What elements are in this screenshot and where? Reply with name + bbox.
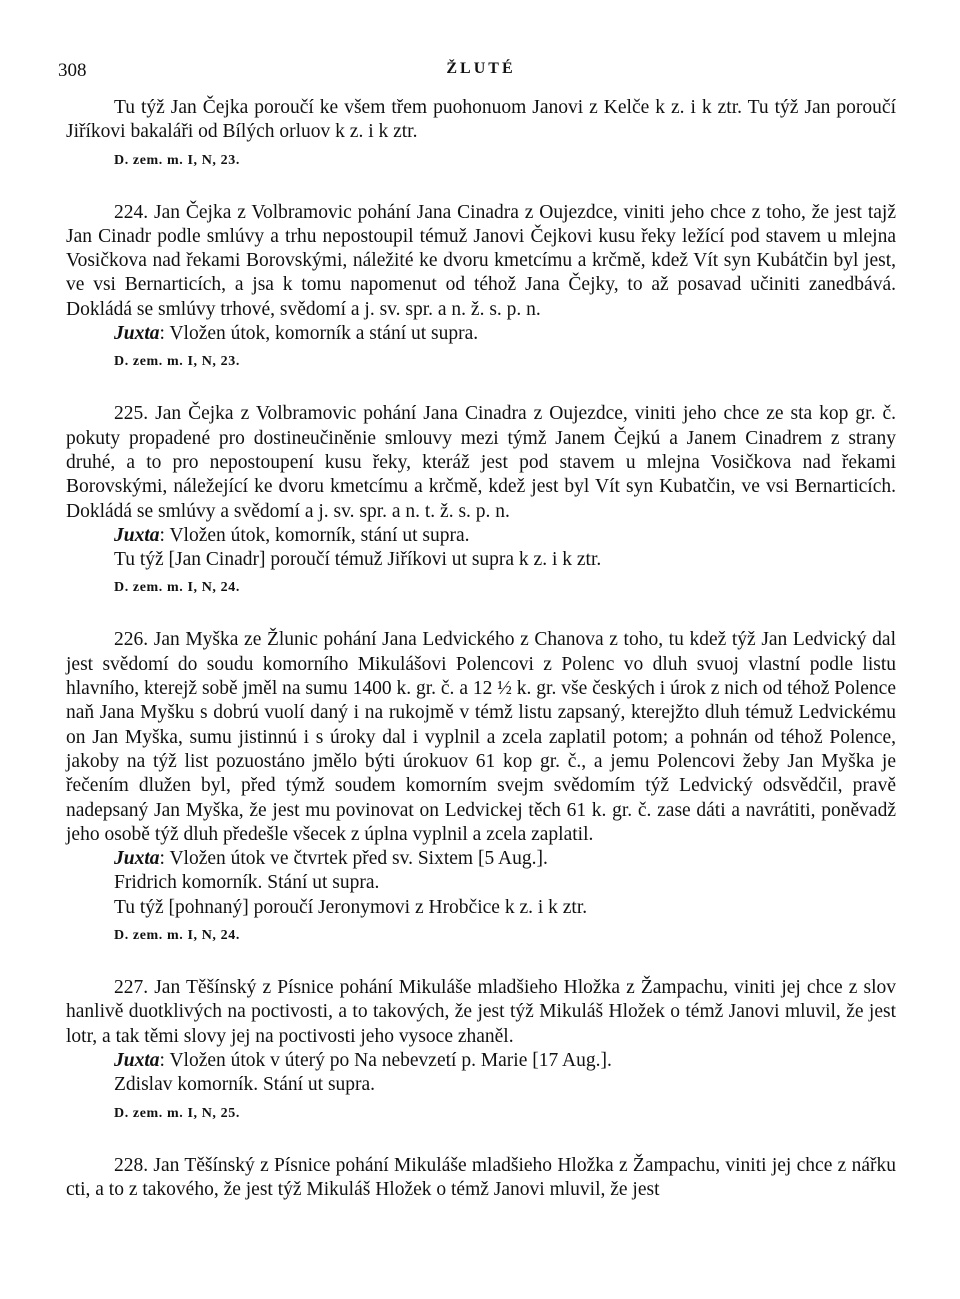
source-citation: D. zem. m. I, N, 24. bbox=[114, 928, 240, 944]
source-citation: D. zem. m. I, N, 23. bbox=[114, 152, 240, 168]
entry-224 bbox=[66, 201, 896, 373]
entry-paragraph: 226. Jan Myška ze Žlunic pohání Jana Ledvického z Chanova z toho, tu kdež týž Jan Ledvický dal jest svědomí do soudu komorního Mikulášovi Polencovi z Polenc vo dluh svuoj vlastní podle listu hlavního, kterejž sobě jměl na sumu 1400 k. gr. č. a 12 ½ k. gr. vše českých i úrok z nich od téhož Polence naň Jana Myšku s dobrú vuolí daný i na rukojmě v témž listu zapsaný, kterejžto dluh témuž Ledvickému on Jan Myška, sumu jistinnú i s úroky dal i vyplnil a zcela zaplatil potom; a pohnán od téhož Polence, jakoby na týž list pozuostáno jmělo býti úrokuov 61 kop gr. č., a jemu Polencovi žeby Jan Myška je řečením dlužen byl, před týmž soudem komorním svejm svědomím týž Ledvický odsvědčil, pravě nadepsaný Jan Myška, že jest mu povinovat on Ledvickej těch 61 k. gr. č. zase dáti a navrátiti, poněvadž jeho osobě týž dluh předešle všecek z úplna vyplnil a zcela zaplatil. bbox=[66, 629, 896, 845]
note-line: Tu týž [Jan Cinadr] poroučí témuž Jiříkovi ut supra k z. i k ztr. bbox=[114, 549, 602, 571]
entry-228 bbox=[66, 1154, 896, 1203]
juxta-text: : Vložen útok ve čtvrtek před sv. Sixtem [5 Aug.]. bbox=[159, 848, 548, 870]
juxta-line bbox=[66, 1049, 896, 1073]
page-number: 308 bbox=[58, 60, 87, 81]
entry-paragraph: 224. Jan Čejka z Volbramovic pohání Jana Cinadra z Oujezdce, viniti jeho chce z toho, že jest tajž Jan Cinadr podle smlúvy a trhu nepostoupil témuž Janovi Čejkovi kusu řeky ležící pod stavem u mlejna Vosičkova nad řekami Borovskými, náležité ke dvoru kmetcímu a krčmě, kdež Vít syn Kubátčin byl jest, ve vsi Bernarticích, a jsa k tomu napomenut od téhož Jana Čejky, to až posavad učiniti zanedbává. Dokládá se smlúvy trhové, svědomí a j. sv. spr. a n. ž. s. p. n. bbox=[66, 201, 896, 320]
source-citation: D. zem. m. I, N, 24. bbox=[114, 580, 240, 596]
juxta-label: Juxta bbox=[114, 848, 160, 870]
source-citation: D. zem. m. I, N, 25. bbox=[114, 1105, 240, 1121]
juxta-label: Juxta bbox=[114, 524, 160, 546]
juxta-text: : Vložen útok, komorník a stání ut supra. bbox=[159, 323, 479, 345]
note-line: Tu týž [pohnaný] poroučí Jeronymovi z Hrobčice k z. i k ztr. bbox=[114, 896, 588, 918]
juxta-text: : Vložen útok v úterý po Na nebevzetí p. Marie [17 Aug.]. bbox=[159, 1049, 612, 1071]
entry-225 bbox=[66, 402, 896, 598]
page-header bbox=[58, 52, 896, 92]
entry-paragraph: 225. Jan Čejka z Volbramovic pohání Jana Cinadra z Oujezdce, viniti jeho chce ze sta kop gr. č. pokuty propadené pro dostineučiněnie smlouvy mezi týmž Janem Čejkú a Janem Cinadrem z strany druhé, a to pro nepostoupení kusu řeky, kteráž jest pod stavem u mlejna Vosičkova nad řekami Borovskými, náležející ke dvoru kmetcímu a krčmě, kdež jest byl Vít syn Kubatčin, ve vsi Bernarticích. Dokládá se smlúvy a svědomí a j. sv. spr. a n. t. ž. s. p. n. bbox=[66, 403, 896, 522]
document-page bbox=[58, 52, 896, 1202]
juxta-line bbox=[66, 524, 896, 548]
note-line: Fridrich komorník. Stání ut supra. bbox=[114, 872, 380, 894]
entry-paragraph: 228. Jan Těšínský z Písnice pohání Mikuláše mladšieho Hložka z Žampachu, viniti jej chce z nářku cti, a to z takového, že jest týž Mikuláš Hložek o témž Janovi mluvil, že jest bbox=[66, 1154, 896, 1200]
juxta-line bbox=[66, 322, 896, 346]
source-citation: D. zem. m. I, N, 23. bbox=[114, 354, 240, 370]
juxta-text: : Vložen útok, komorník, stání ut supra. bbox=[159, 524, 470, 546]
intro-entry bbox=[66, 96, 896, 171]
note-line: Zdislav komorník. Stání ut supra. bbox=[114, 1074, 376, 1096]
juxta-label: Juxta bbox=[114, 323, 160, 345]
entry-227 bbox=[66, 976, 896, 1123]
intro-paragraph: Tu týž Jan Čejka poroučí ke všem třem puohonuom Janovi z Kelče k z. i k ztr. Tu týž Jan poroučí Jiříkovi bakaláři od Bílých orluov k z. i k ztr. bbox=[66, 97, 896, 143]
entry-226 bbox=[66, 628, 896, 946]
entry-paragraph: 227. Jan Těšínský z Písnice pohání Mikuláše mladšieho Hložka z Žampachu, viniti jej chce z slov hanlivě duotklivých na poctivosti, a to takových, že jest týž Mikuláš Hložek o témž Janovi mluvil, že jest lotr, a tak těmi slovy jej na poctivosti jeho vysoce zhaněl. bbox=[66, 977, 896, 1047]
juxta-label: Juxta bbox=[114, 1049, 160, 1071]
running-head: ŽLUTÉ bbox=[446, 60, 516, 77]
juxta-line bbox=[66, 847, 896, 871]
